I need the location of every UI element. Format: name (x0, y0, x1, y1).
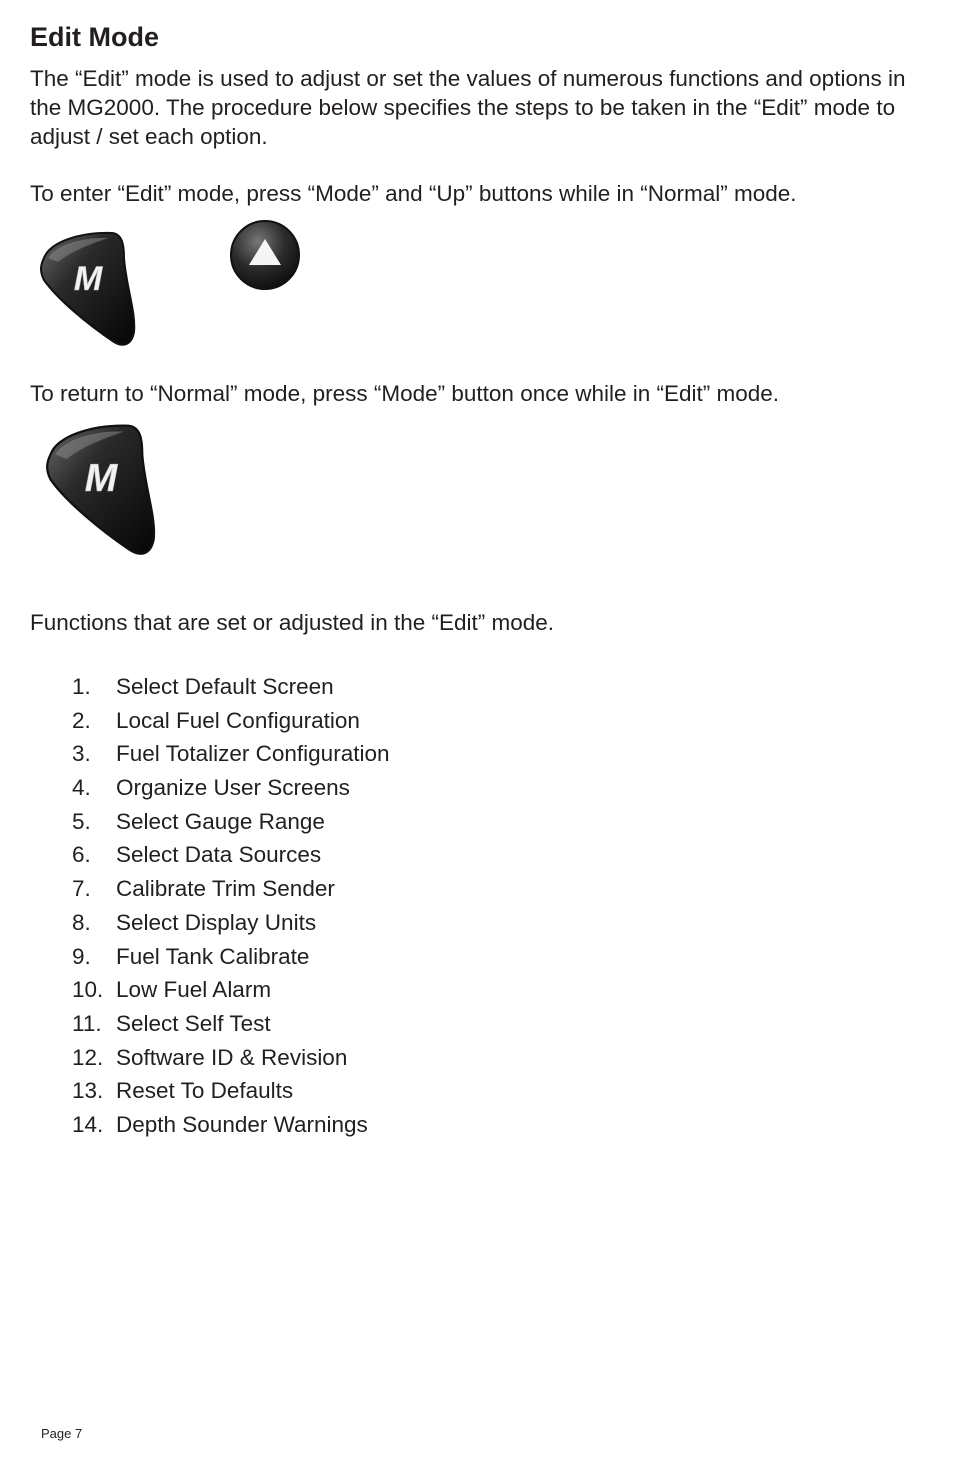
list-item (72, 704, 389, 738)
list-item (72, 1007, 389, 1041)
functions-list (72, 670, 389, 1142)
list-item-label: Software ID & Revision (116, 1044, 348, 1070)
list-item-label: Depth Sounder Warnings (116, 1111, 368, 1137)
list-item-label: Select Default Screen (116, 674, 334, 699)
list-item-number: 8. (72, 909, 91, 935)
list-item-label: Low Fuel Alarm (116, 977, 272, 1003)
list-item-number: 6. (72, 842, 91, 868)
list-item-label: Fuel Totalizer Configuration (116, 741, 390, 767)
intro-paragraph: The “Edit” mode is used to adjust or set the values of numerous functions and options in the MG2000. The procedure below specifies the steps to be taken in the “Edit” mode to adjust / set each option. (30, 66, 906, 149)
list-item (72, 872, 389, 906)
enter-edit-instruction: To enter “Edit” mode, press “Mode” and “Up” buttons while in “Normal” mode. (30, 181, 797, 206)
page-title: Edit Mode (30, 22, 159, 52)
list-item (72, 771, 389, 805)
list-item-label: Organize User Screens (116, 775, 350, 801)
list-item-number: 13. (72, 1078, 104, 1104)
mode-button-icon (36, 228, 140, 352)
list-item (72, 805, 389, 839)
list-item (72, 1074, 389, 1108)
list-item-label: Select Self Test (116, 1010, 271, 1036)
page-number: Page 7 (41, 1426, 83, 1441)
list-item (72, 1108, 389, 1142)
list-item (72, 838, 389, 872)
list-item-number: 5. (72, 808, 91, 834)
list-item-number: 1. (72, 674, 91, 699)
list-item-number: 7. (72, 876, 91, 902)
list-item (72, 906, 389, 940)
list-item (72, 670, 389, 704)
list-item-label: Select Display Units (116, 909, 317, 935)
list-item-label: Calibrate Trim Sender (116, 876, 335, 902)
list-item-label: Select Gauge Range (116, 808, 325, 834)
list-item-number: 2. (72, 707, 91, 733)
list-item-number: 10. (72, 977, 104, 1003)
return-normal-instruction: To return to “Normal” mode, press “Mode” button once while in “Edit” mode. (30, 381, 780, 406)
list-item (72, 940, 389, 974)
list-item (72, 1041, 389, 1075)
mode-button-letter: M (84, 457, 118, 500)
mode-button-letter: M (73, 260, 103, 298)
list-item-label: Local Fuel Configuration (116, 707, 360, 733)
up-button-icon (228, 219, 302, 293)
list-item-number: 3. (72, 741, 91, 767)
list-item-number: 9. (72, 943, 91, 969)
list-item-label: Select Data Sources (116, 842, 322, 868)
functions-intro: Functions that are set or adjusted in the “Edit” mode. (30, 610, 555, 635)
list-item-number: 11. (72, 1010, 102, 1036)
list-item-number: 4. (72, 775, 91, 801)
list-item-label: Reset To Defaults (116, 1078, 294, 1104)
list-item (72, 737, 389, 771)
list-item-label: Fuel Tank Calibrate (116, 943, 310, 969)
mode-button-icon (40, 420, 162, 562)
list-item-number: 12. (72, 1044, 104, 1070)
list-item (72, 973, 389, 1007)
list-item-number: 14. (72, 1111, 104, 1137)
